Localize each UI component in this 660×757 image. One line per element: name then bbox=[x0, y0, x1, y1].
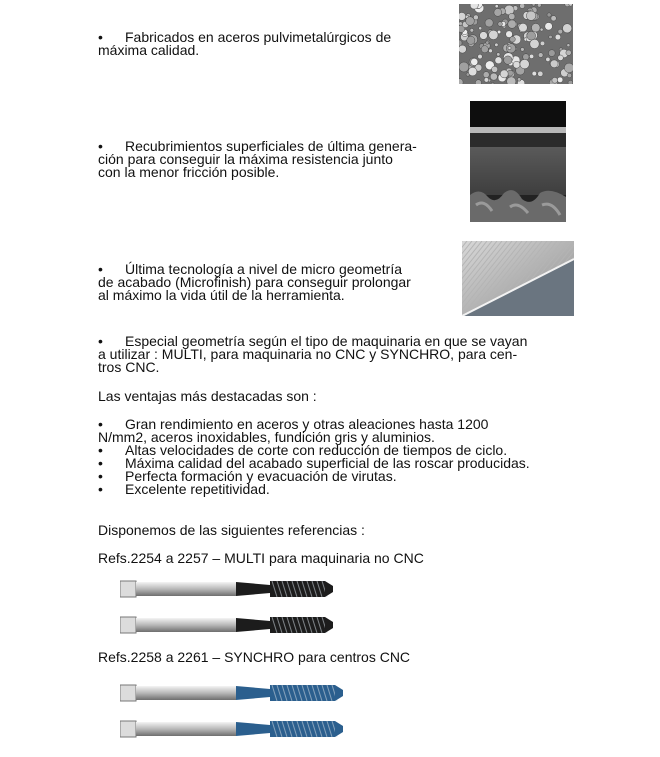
bullet: • bbox=[98, 29, 103, 45]
multi-tap-image bbox=[120, 614, 335, 636]
list-item: • Máxima calidad del acabado superficial de las roscar producidas. bbox=[98, 455, 530, 471]
reference-label-synchro: Refs.2258 a 2261 – SYNCHRO para centros CNC bbox=[98, 649, 411, 665]
list-item: • Excelente repetitividad. bbox=[98, 481, 270, 497]
synchro-tap-image bbox=[120, 682, 345, 704]
bullet: • bbox=[98, 138, 103, 154]
bullet: • bbox=[98, 416, 103, 432]
bullet: • bbox=[98, 261, 103, 277]
bullet: • bbox=[98, 333, 103, 349]
bullet: • bbox=[98, 442, 103, 458]
bullet: • bbox=[98, 455, 103, 471]
synchro-tap-image bbox=[120, 718, 345, 740]
feature-item: • Especial geometría según el tipo de maquinaria en que se vayan a utilizar : MULTI, para maquinaria no CNC y SYNCHRO, para cen- tros CNC. bbox=[98, 333, 528, 375]
feature-item: • Última tecnología a nivel de micro geometría de acabado (Microfinish) para conseguir prolongar al máximo la vida útil de la herramienta. bbox=[98, 261, 411, 303]
advantages-heading: Las ventajas más destacadas son : bbox=[98, 388, 317, 404]
list-item: • Perfecta formación y evacuación de virutas. bbox=[98, 468, 397, 484]
multi-tap-image bbox=[120, 578, 335, 600]
powder-metal-microscope-photo bbox=[459, 4, 573, 84]
advantages-list: • Gran rendimiento en aceros y otras aleaciones hasta 1200 N/mm2, aceros inoxidables, fundición gris y aluminios. • Altas velocidades de corte con reducción de tiempos de ciclo. • Máxima calidad del acabado superficial de las roscar producidas. • Perfecta formación y evacuación de virutas. • Excelente repetitividad. bbox=[98, 416, 530, 497]
feature-item: • Recubrimientos superficiales de última genera- ción para conseguir la máxima resistencia junto con la menor fricción posible. bbox=[98, 138, 417, 180]
list-item: • Altas velocidades de corte con reducción de tiempos de ciclo. bbox=[98, 442, 508, 458]
coating-cross-section-photo bbox=[470, 101, 566, 222]
reference-label-multi: Refs.2254 a 2257 – MULTI para maquinaria no CNC bbox=[98, 550, 424, 566]
feature-item: • Fabricados en aceros pulvimetalúrgicos de máxima calidad. bbox=[98, 29, 392, 58]
bullet: • bbox=[98, 468, 103, 484]
microfinish-edge-photo bbox=[462, 241, 574, 316]
bullet: • bbox=[98, 481, 103, 497]
list-item: • Gran rendimiento en aceros y otras aleaciones hasta 1200 bbox=[98, 416, 489, 432]
references-heading: Disponemos de las siguientes referencias : bbox=[98, 522, 365, 538]
